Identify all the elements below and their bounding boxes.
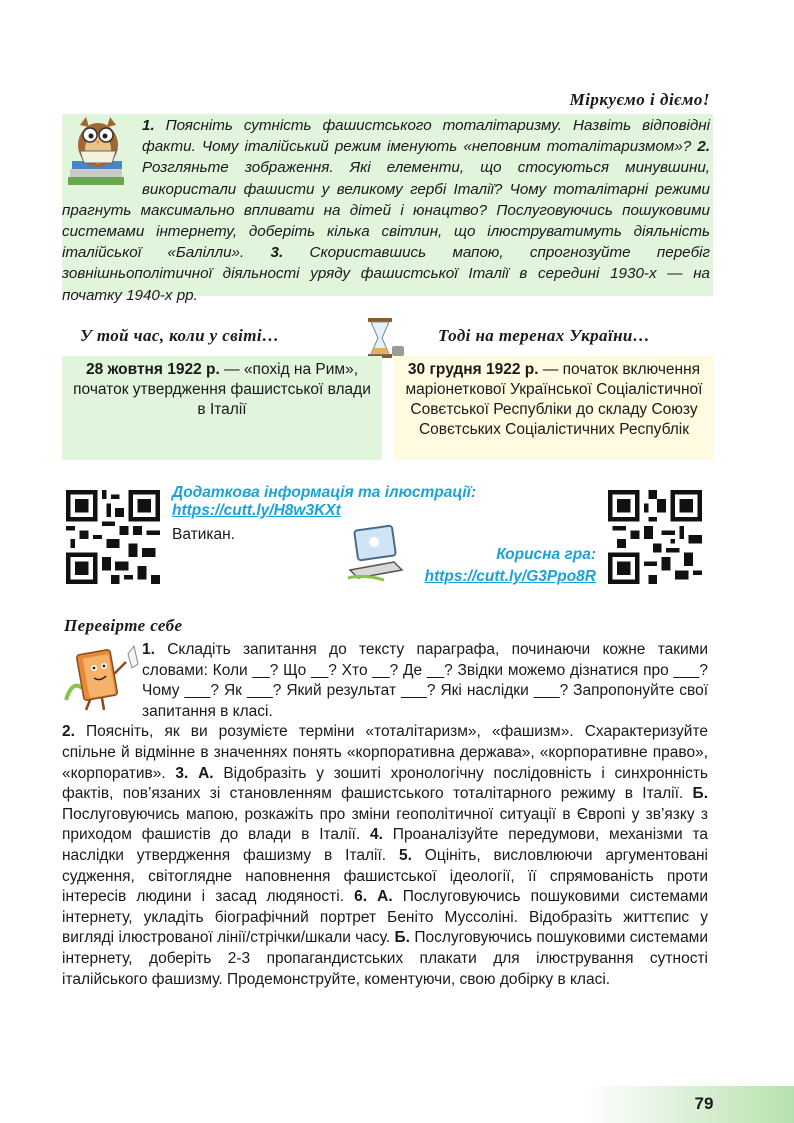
task-1-number: 1. [142,641,155,658]
page-number: 79 [694,1094,714,1113]
world-event-text: — «похід на Рим», початок утвердження фашистської влади в Італії [73,361,371,418]
check-yourself-heading: Перевірте себе [64,616,183,635]
task-6b-text: Послуговуючись пошуковими системами інтернету, доберіть 2-3 пропагандистських плакати для ілюстрування сутності італійського фашизму. Продемонструйте, коментуючи, свою добірку в класі. [62,929,708,988]
task-2-text: Поясніть, як ви розумієте терміни «тоталітаризм», «фашизм». Схарактеризуйте спільне й відмінне в значеннях понять «корпоративна держава», «корпоративне право», «корпоратив». [62,723,708,782]
extra-info-description: Ватикан. [172,526,235,543]
qr-code-game[interactable] [608,490,702,584]
world-event-date: 28 жовтня 1922 р. [86,361,220,378]
think-act-heading: Міркуємо і діємо! [569,90,710,109]
useful-game-link[interactable]: https://cutt.ly/G3Ppo8R [424,568,596,585]
task-6b-label: Б. [394,929,410,947]
owl-reading-icon [62,115,142,195]
task-6a-label: А. [377,888,393,906]
ukraine-event-box [394,356,714,460]
book-character-icon [62,640,142,716]
task-4-number: 4. [370,826,383,844]
useful-game-title: Корисна гра: [496,546,596,563]
task-3a-text: Відобразіть у зошиті хронологічну послідовність і синхронність фактів, пов’язаних зі становленням фашистського тоталітарного режиму в Італії. [62,764,708,803]
task-6-number: 6. [354,888,368,906]
task-3a-label: А. [198,764,214,782]
hourglass-icon [354,316,406,360]
ukraine-event-date: 30 грудня 1922 р. [407,361,539,378]
question-2-text: Розгляньте зображення. Які елементи, що стосуються минувшини, використали фашисти у великому гербі Італії? Чому тоталітарні режими прагнуть максимально впливати на дітей і юнацтво? Послуговуючись пошуковими системами інтернету, доберіть кілька світлин, що ілюструватимуть діяльність італійської «Балілли». [62,159,710,262]
ukraine-heading: Тоді на теренах України… [438,326,651,345]
think-act-text [62,115,710,306]
task-5-number: 5. [398,846,412,864]
task-4-text: Проаналізуйте передумови, механізми та наслідки утвердження фашизму в Італії. [62,826,708,864]
world-event-box [62,356,382,460]
task-2-number: 2. [62,723,75,741]
question-1-number: 1. [142,117,155,134]
question-3-number: 3. [270,244,284,262]
ukraine-event-text: — початок включення маріонеткової Української Соціалістичної Совєтської Республіки до складу Союзу Совєтських Соціалістичних Республік [405,361,703,438]
task-6a-text: Послуговуючись пошуковими системами інтернету, укладіть біографічний портрет Беніто Муссоліні. Відобразіть життєпис у вигляді ілюстрованої лінії/стрічки/шкали часу. [62,888,708,947]
world-heading: У той час, коли у світі… [80,326,280,345]
question-2-number: 2. [697,138,710,156]
task-5-text: Оцініть, висловлюючи аргументовані судження, світоглядне наповнення фашистської ідеології, її спрямованість проти інтересів людини і засад людяності. [62,846,708,906]
check-yourself-text [62,640,708,990]
task-3b-label: Б. [692,785,708,803]
task-1-text: Складіть запитання до тексту параграфа, починаючи кожне такими словами: Коли __? Що __? Хто __? Де __? Звідки можемо дізнатися про ___? Чому ___? Як ___? Який результат ___? Які наслідки ___? Запропонуйте свої запитання в класі. [142,641,708,720]
question-1-text: Поясніть сутність фашистського тоталітаризму. Назвіть відповідні факти. Чому італійський режим іменують «неповним тоталітаризмом»? [142,117,710,156]
task-3b-text: Послуговуючись мапою, розкажіть про зміни геополітичної ситуації в Європі у зв’язку з приходом фашистів до влади в Італії. [62,805,708,844]
extra-info-title: Додаткова інформація та ілюстрації: [172,484,477,501]
qr-code-info[interactable] [66,490,160,584]
task-3-number: 3. [175,764,189,782]
extra-info-link[interactable]: https://cutt.ly/H8w3KXt [172,502,341,519]
question-3-text: Скориставшись мапою, спрогнозуйте перебіг зовнішньополітичної діяльності уряду фашистської Італії в середині 1930-х — на початку 1940-х рр. [62,244,710,304]
